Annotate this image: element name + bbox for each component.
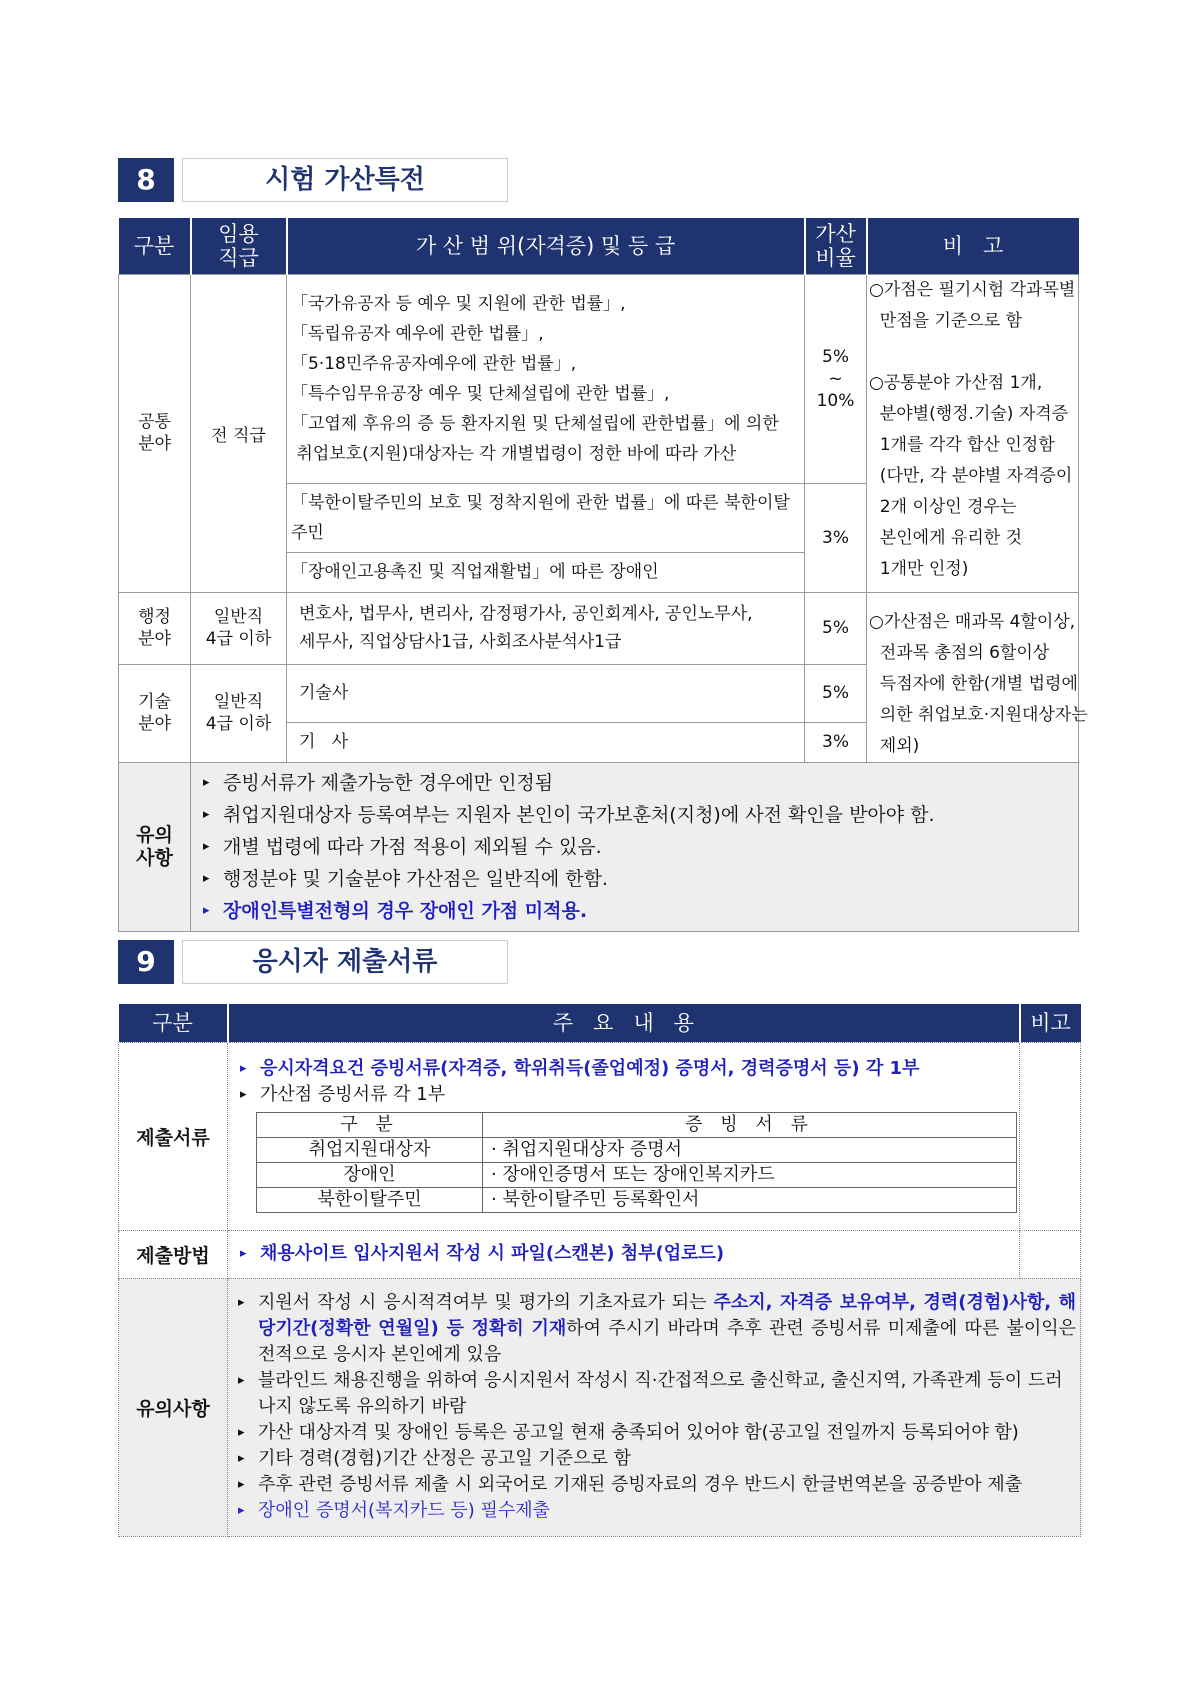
remarks-b: ○가산점은 매과목 4할이상, 전과목 총점의 6할이상 득점자에 한함(개별 법령에 의한 취업보호·지원대상자는 제외) [867,592,1079,762]
caution-list [191,762,1079,931]
range-admin: 변호사, 법무사, 변리사, 감정평가사, 공인회계사, 공인노무사, 세무사, 직업상담사1급, 사회조사분석사1급 [287,592,805,664]
table-row [257,1137,1017,1162]
docs-item-highlight: ▸ 응시자격요건 증빙서류(자격증, 학위취득(졸업예정) 증명서, 경력증명서 등) 각 1부 [234,1056,1013,1082]
header-category: 구분 [119,218,191,274]
caution-label: 유의 사항 [119,762,191,931]
section-number: 9 [118,940,174,984]
caution-content [228,1278,1081,1536]
grade-tech: 일반직 4급 이하 [191,664,287,762]
method-remarks [1020,1230,1081,1278]
caution-label: 유의사항 [119,1278,228,1536]
docs-content [228,1042,1020,1230]
caution-item: ▸ 블라인드 채용진행을 위하여 응시지원서 작성시 직·간접적으로 출신학교, 출신지역, 가족관계 등이 드러나지 않도록 유의하기 바람 [232,1368,1076,1420]
method-item-highlight: ▸ 채용사이트 입사지원서 작성 시 파일(스캔본) 첨부(업로드) [234,1238,1013,1270]
law-north-korean: 「북한이탈주민의 보호 및 정착지원에 관한 법률」에 따른 북한이탈주민 [287,483,805,552]
inner-value: · 취업지원대상자 증명서 [483,1137,1017,1162]
inner-key: 장애인 [257,1162,483,1187]
law-list [287,274,805,483]
law-item: 「국가유공자 등 예우 및 지원에 관한 법률」, [291,293,626,314]
caution-item [232,1290,1076,1368]
proof-documents-table [256,1112,1017,1213]
header-remarks: 비 고 [867,218,1079,274]
docs-item: ▸ 가산점 증빙서류 각 1부 [234,1082,1013,1108]
method-content [228,1230,1020,1278]
docs-label: 제출서류 [119,1042,228,1230]
range-tech-1: 기술사 [287,664,805,722]
header-category: 구분 [119,1004,228,1042]
header-grade: 임용 직급 [191,218,287,274]
caution-item: ▸ 개별 법령에 따라 가점 적용이 제외될 수 있음. [197,831,1072,863]
rate-tech-2: 3% [805,722,867,762]
remarks-a: ○가점은 필기시험 각과목별 만점을 기준으로 함 ○공통분야 가산점 1개, 분야별(행정.기술) 자격증 1개를 각각 합산 인정함 (다만, 각 분야별 자격증이 2개 이상인 경우는 본인에게 유리한 것 1개만 인정) [867,274,1079,592]
law-item: 「독립유공자 예우에 관한 법률」, [291,323,544,344]
section-title: 응시자 제출서류 [182,940,508,984]
table-row [257,1162,1017,1187]
category-admin: 행정 분야 [119,592,191,664]
inner-header-docs: 증 빙 서 류 [483,1112,1017,1137]
caution-item-highlight: ▸ 장애인 증명서(복지카드 등) 필수제출 [232,1498,1076,1524]
caution-text-highlight: 주소지, 자격증 보유여부, 경력(경험)사항, 해당기간(정확한 연월일) 등 정확히 기재 [258,1292,1076,1339]
category-tech: 기술 분야 [119,664,191,762]
rate-tech-1: 5% [805,664,867,722]
caution-item: ▸ 기타 경력(경험)기간 산정은 공고일 기준으로 함 [232,1446,1076,1472]
inner-value: · 장애인증명서 또는 장애인복지카드 [483,1162,1017,1187]
caution-item: ▸ 가산 대상자격 및 장애인 등록은 공고일 현재 충족되어 있어야 함(공고일 전일까지 등록되어야 함) [232,1420,1076,1446]
section-title: 시험 가산특전 [182,158,508,202]
table-row [257,1187,1017,1212]
caution-item: ▸ 행정분야 및 기술분야 가산점은 일반직에 한함. [197,863,1072,895]
caution-item: ▸ 증빙서류가 제출가능한 경우에만 인정됨 [197,767,1072,799]
section-number: 8 [118,158,174,202]
caution-text: 지원서 작성 시 응시적격여부 및 평가의 기초자료가 되는 [258,1292,714,1313]
law-item: 「특수임무유공장 예우 및 단체설립에 관한 법률」, [291,383,670,404]
docs-remarks [1020,1042,1081,1230]
law-item: 취업보호(지원)대상자는 각 개별법령이 정한 바에 따라 가산 [291,443,737,464]
category-common: 공통 분야 [119,274,191,592]
rate-common-2: 3% [805,483,867,592]
header-remarks: 비고 [1020,1004,1081,1042]
header-range: 가 산 범 위(자격증) 및 등 급 [287,218,805,274]
grade-admin: 일반직 4급 이하 [191,592,287,664]
caution-text: 하여 주시기 바라며 추후 관련 증빙서류 미제출에 따른 불이익은 전적으로 응시자 본인에게 있음 [258,1318,1077,1365]
caution-item: ▸ 취업지원대상자 등록여부는 지원자 본인이 국가보훈처(지청)에 사전 확인을 받아야 함. [197,799,1072,831]
caution-item: ▸ 추후 관련 증빙서류 제출 시 외국어로 기재된 증빙자료의 경우 반드시 한글번역본을 공증받아 제출 [232,1472,1076,1498]
grade-common: 전 직급 [191,274,287,592]
caution-item-highlight: ▸ 장애인특별전형의 경우 장애인 가점 미적용. [197,895,1072,927]
submission-documents-table [118,1004,1081,1537]
inner-key: 북한이탈주민 [257,1187,483,1212]
bonus-points-table [118,218,1088,932]
law-item: 「고엽제 후유의 증 등 환자지원 및 단체설립에 관한법률」에 의한 [291,413,779,434]
range-tech-2: 기 사 [287,722,805,762]
inner-header-category: 구 분 [257,1112,483,1137]
method-label: 제출방법 [119,1230,228,1278]
rate-common-1: 5% ~ 10% [805,274,867,483]
rate-admin: 5% [805,592,867,664]
inner-key: 취업지원대상자 [257,1137,483,1162]
law-disabled: 「장애인고용촉진 및 직업재활법」에 따른 장애인 [287,552,805,592]
header-content: 주 요 내 용 [228,1004,1020,1042]
inner-value: · 북한이탈주민 등록확인서 [483,1187,1017,1212]
header-rate: 가산 비율 [805,218,867,274]
law-item: 「5·18민주유공자예우에 관한 법률」, [291,353,577,374]
